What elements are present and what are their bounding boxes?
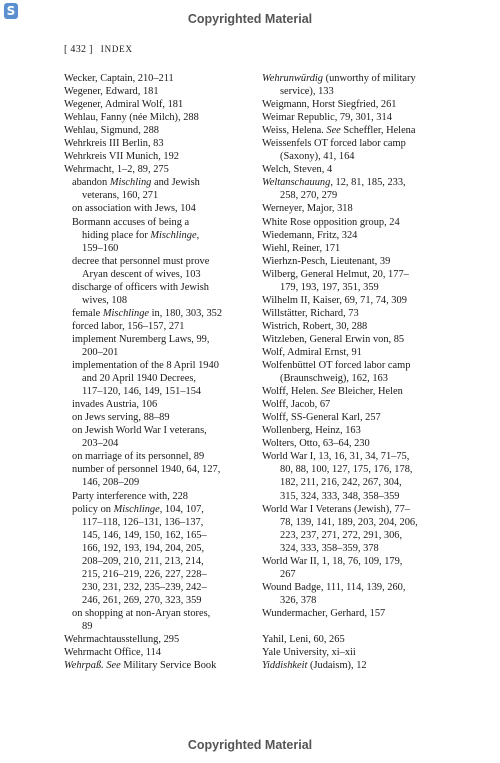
index-entry: Willstätter, Richard, 73 [262, 307, 359, 319]
copyright-banner-top: Copyrighted Material [187, 12, 313, 26]
index-subentry: Bormann accuses of being a [72, 216, 190, 228]
index-entry: Wolf, Admiral Ernst, 91 [262, 346, 362, 358]
index-subentry: wives, 108 [82, 294, 128, 306]
index-entry: Wilberg, General Helmut, 20, 177– [262, 268, 409, 280]
index-entry: Wiedemann, Fritz, 324 [262, 229, 358, 241]
index-entry: Wundermacher, Gerhard, 157 [262, 607, 386, 619]
index-subentry: 117–120, 146, 149, 151–154 [82, 386, 202, 398]
index-subentry: 208–209, 210, 211, 213, 214, [82, 555, 204, 567]
index-entry: Wehrkreis VII Munich, 192 [64, 151, 179, 163]
page-number: [ 432 ] [64, 44, 93, 55]
page-header [64, 44, 133, 55]
index-subentry: service), 133 [280, 86, 334, 98]
index-subentry: 182, 211, 216, 242, 267, 304, [280, 477, 402, 489]
index-entry: Wehrmacht, 1–2, 89, 275 [64, 164, 169, 176]
index-subentry: 246, 261, 269, 270, 323, 359 [82, 594, 202, 606]
index-subentry: on Jewish World War I veterans, [72, 425, 207, 437]
index-entry: Wound Badge, 111, 114, 139, 260, [262, 581, 406, 593]
index-entry: Wollenberg, Heinz, 163 [262, 425, 361, 437]
index-entry: Wegener, Edward, 181 [64, 86, 159, 98]
index-entry: Yiddishkeit (Judaism), 12 [262, 660, 367, 672]
copyright-banner-bottom: Copyrighted Material [187, 738, 313, 752]
index-subentry: 267 [280, 568, 296, 580]
index-entry: Wolff, Jacob, 67 [262, 399, 331, 411]
index-subentry: 159–160 [82, 242, 119, 254]
index-subentry: on Jews serving, 88–89 [72, 412, 170, 424]
index-subentry: 89 [82, 620, 93, 632]
index-subentry: on shopping at non-Aryan stores, [72, 607, 211, 619]
index-subentry: (Braunschweig), 162, 163 [280, 373, 388, 385]
index-entry: Weimar Republic, 79, 301, 314 [262, 112, 392, 124]
index-entry: Weigmann, Horst Siegfried, 261 [262, 99, 397, 111]
index-subentry: 117–118, 126–131, 136–137, [82, 516, 204, 528]
index-entry: Wehrmachtausstellung, 295 [64, 634, 180, 646]
index-entry: Wilhelm II, Kaiser, 69, 71, 74, 309 [262, 294, 407, 306]
index-subentry: 324, 333, 358–359, 378 [280, 542, 379, 554]
index-entry: Wiehl, Reiner, 171 [262, 242, 341, 254]
index-entry: Weltanschauung, 12, 81, 185, 233, [262, 177, 406, 189]
index-entry: Werneyer, Major, 318 [262, 203, 353, 215]
index-subentry: (Saxony), 41, 164 [280, 151, 355, 163]
index-entry: Wecker, Captain, 210–211 [64, 73, 174, 84]
index-entry: Wolters, Otto, 63–64, 230 [262, 438, 370, 450]
index-subentry: 145, 146, 149, 150, 162, 165– [82, 529, 207, 541]
index-subentry: 78, 139, 141, 189, 203, 204, 206, [280, 516, 418, 528]
index-subentry: 146, 208–209 [82, 477, 140, 489]
index-subentry: 258, 270, 279 [280, 190, 338, 202]
index-entry: Wehlau, Sigmund, 288 [64, 125, 159, 137]
index-entry: World War II, 1, 18, 76, 109, 179, [262, 555, 403, 567]
index-entry: Wehlau, Fanny (née Milch), 288 [64, 112, 199, 124]
index-subentry: 203–204 [82, 438, 119, 450]
index-entry: Wolff, Helen. See Bleicher, Helen [262, 386, 403, 398]
index-subentry: and 20 April 1940 Decrees, [82, 373, 196, 385]
index-subentry: implement Nuremberg Laws, 99, [72, 333, 210, 345]
index-subentry: 223, 237, 271, 272, 291, 306, [280, 529, 403, 541]
index-column-right [262, 72, 462, 672]
index-entry: Wolfenbüttel OT forced labor camp [262, 360, 411, 372]
site-logo-icon: S [4, 3, 18, 19]
index-subentry: 200–201 [82, 346, 119, 358]
index-subentry: implementation of the 8 April 1940 [72, 360, 219, 372]
index-subentry: decree that personnel must prove [72, 255, 210, 267]
index-entry: Wistrich, Robert, 30, 288 [262, 320, 368, 332]
index-subentry: invades Austria, 106 [72, 399, 158, 411]
index-entry: Yahil, Leni, 60, 265 [262, 633, 345, 645]
index-entry: World War I Veterans (Jewish), 77– [262, 503, 410, 515]
index-subentry: 179, 193, 197, 351, 359 [280, 281, 379, 293]
index-subentry: on association with Jews, 104 [72, 203, 196, 215]
index-subentry: Party interference with, 228 [72, 490, 188, 502]
index-entry: World War I, 13, 16, 31, 34, 71–75, [262, 451, 410, 463]
index-entry: Wehrpaß. See Military Service Book [64, 660, 217, 672]
index-entry: Weiss, Helena. See Scheffler, Helena [262, 125, 416, 137]
index-entry: Wierhzn-Pesch, Lieutenant, 39 [262, 255, 391, 267]
index-entry: Wehrunwürdig (unworthy of military [262, 73, 416, 84]
index-entry: White Rose opposition group, 24 [262, 216, 400, 228]
index-subentry: 80, 88, 100, 127, 175, 176, 178, [280, 464, 413, 476]
index-subentry: female Mischlinge in, 180, 303, 352 [72, 307, 223, 319]
index-subentry: 230, 231, 232, 235–239, 242– [82, 581, 207, 593]
index-entry: Weissenfels OT forced labor camp [262, 138, 406, 150]
index-subentry: Aryan descent of wives, 103 [82, 268, 201, 280]
index-subentry: 215, 216–219, 226, 227, 228– [82, 568, 207, 580]
index-subentry: forced labor, 156–157, 271 [72, 320, 185, 332]
index-subentry: veterans, 160, 271 [82, 190, 159, 202]
index-entry: Witzleben, General Erwin von, 85 [262, 333, 405, 345]
index-entry: Wolff, SS-General Karl, 257 [262, 412, 381, 424]
index-subentry: discharge of officers with Jewish [72, 281, 209, 293]
index-entry: Wehrkreis III Berlin, 83 [64, 138, 164, 150]
index-entry: Wegener, Admiral Wolf, 181 [64, 99, 184, 111]
index-entry: Welch, Steven, 4 [262, 164, 333, 176]
index-subentry: on marriage of its personnel, 89 [72, 451, 205, 463]
index-subentry: hiding place for Mischlinge, [82, 229, 200, 241]
index-subentry: 326, 378 [280, 594, 317, 606]
index-entry: Yale University, xi–xii [262, 647, 356, 659]
index-subentry: number of personnel 1940, 64, 127, [72, 464, 221, 476]
index-subentry: abandon Mischling and Jewish [72, 177, 200, 189]
index-column-left [64, 72, 264, 672]
running-head: INDEX [100, 44, 133, 54]
index-subentry: 315, 324, 333, 348, 358–359 [280, 490, 400, 502]
index-entry: Wehrmacht Office, 114 [64, 647, 161, 659]
index-subentry: 166, 192, 193, 194, 204, 205, [82, 542, 205, 554]
index-subentry: policy on Mischlinge, 104, 107, [72, 503, 204, 515]
